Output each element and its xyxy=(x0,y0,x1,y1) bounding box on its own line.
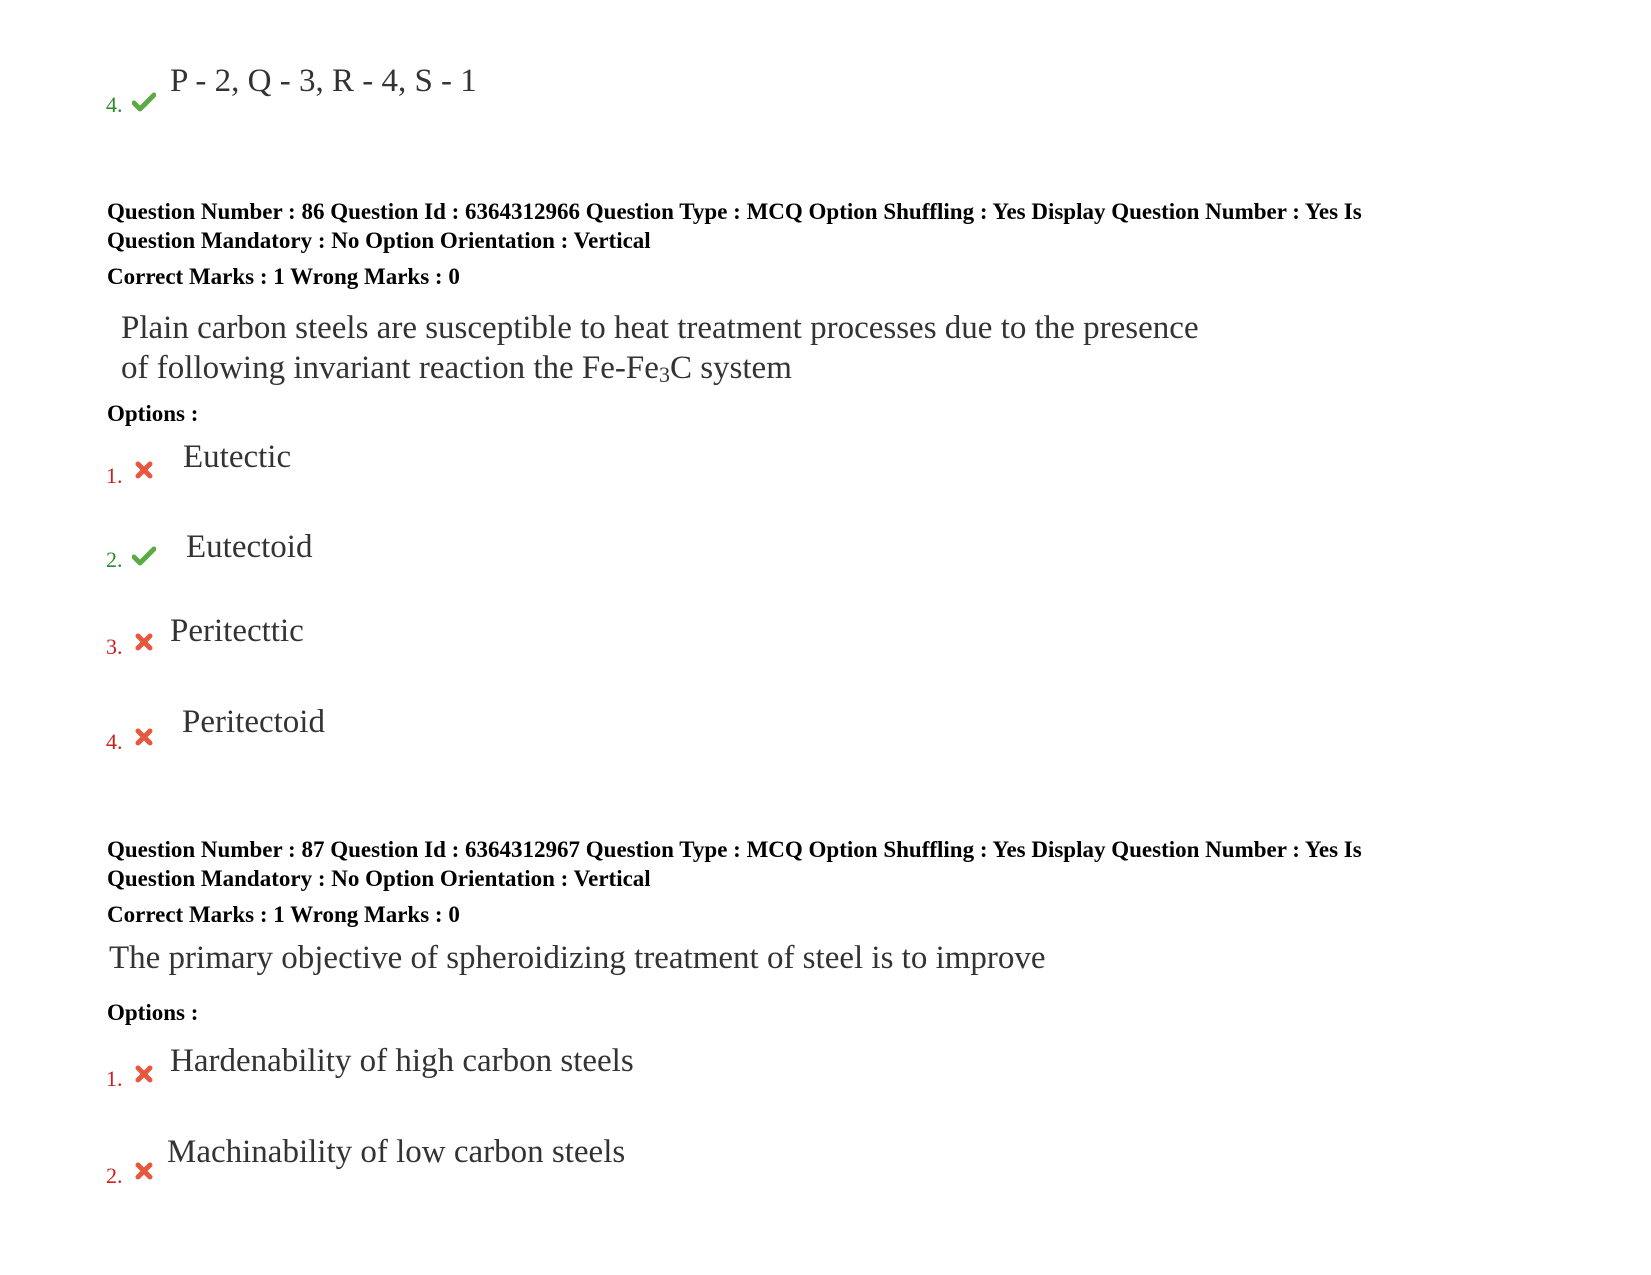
cross-mark-icon xyxy=(132,1159,156,1183)
option-text: Eutectoid xyxy=(186,529,313,565)
option-number: 2. xyxy=(106,1163,123,1188)
question-marks: Correct Marks : 1 Wrong Marks : 0 xyxy=(107,264,460,289)
cross-mark-icon xyxy=(132,1062,156,1086)
question-text xyxy=(121,308,1199,388)
question-meta-line: Question Mandatory : No Option Orientation : Vertical xyxy=(107,866,651,891)
question-meta xyxy=(107,835,1362,893)
question-text-line: Plain carbon steels are susceptible to heat treatment processes due to the presence xyxy=(121,310,1199,346)
cross-mark-icon xyxy=(132,458,156,482)
options-label: Options : xyxy=(107,401,199,426)
cross-mark-icon xyxy=(132,725,156,749)
option-number: 1. xyxy=(106,463,123,488)
question-text: The primary objective of spheroidizing treatment of steel is to improve xyxy=(109,940,1046,976)
question-meta xyxy=(107,197,1362,255)
option-text: Peritectoid xyxy=(182,704,325,740)
option-text: P - 2, Q - 3, R - 4, S - 1 xyxy=(170,63,477,99)
option-number: 2. xyxy=(106,547,123,572)
options-label: Options : xyxy=(107,1000,199,1025)
question-marks: Correct Marks : 1 Wrong Marks : 0 xyxy=(107,902,460,927)
option-number: 3. xyxy=(106,634,123,659)
check-mark-icon xyxy=(132,544,156,568)
question-text-line: of following invariant reaction the $Fe-Fe_3C$ system xyxy=(121,350,792,387)
option-text: Eutectic xyxy=(183,439,292,475)
check-mark-icon xyxy=(132,90,156,114)
question-meta-line: Question Number : 87 Question Id : 6364312967 Question Type : MCQ Option Shuffling : Yes Display Question Number : Yes Is xyxy=(107,837,1362,862)
option-number: 4. xyxy=(106,92,123,117)
option-text: Machinability of low carbon steels xyxy=(167,1134,626,1170)
option-text: Hardenability of high carbon steels xyxy=(170,1043,634,1079)
option-number: 4. xyxy=(106,729,123,754)
option-number: 1. xyxy=(106,1066,123,1091)
cross-mark-icon xyxy=(132,630,156,654)
option-text: Peritecttic xyxy=(170,613,304,649)
question-meta-line: Question Number : 86 Question Id : 6364312966 Question Type : MCQ Option Shuffling : Yes Display Question Number : Yes Is xyxy=(107,199,1362,224)
question-meta-line: Question Mandatory : No Option Orientation : Vertical xyxy=(107,228,651,253)
